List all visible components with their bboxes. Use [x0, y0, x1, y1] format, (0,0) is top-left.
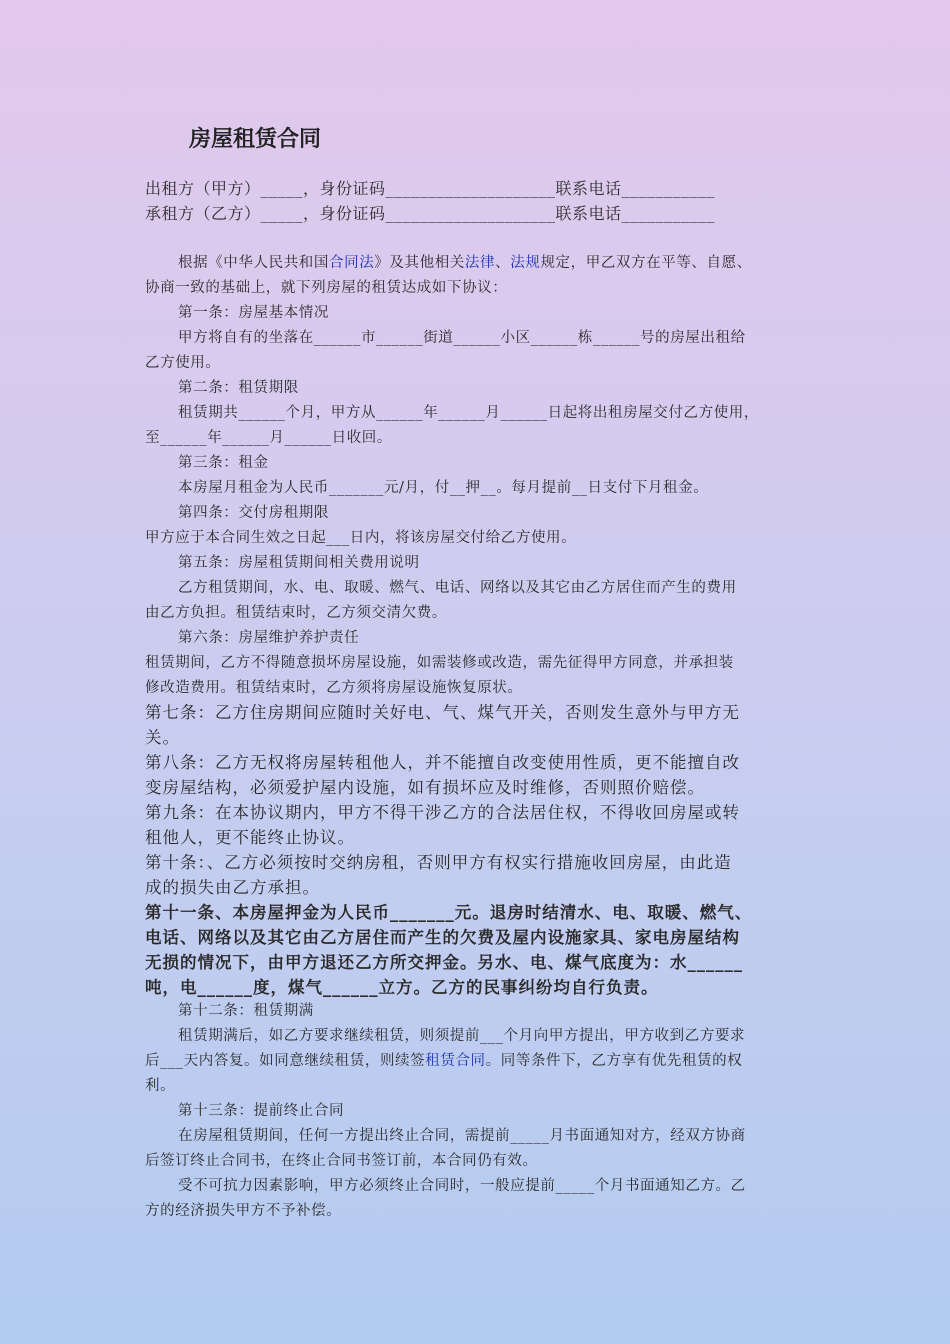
- article-text: 电话、网络以及其它由乙方居住而产生的欠费及屋内设施家具、家电房屋结构: [145, 928, 740, 947]
- article-text: 第九条：在本协议期内，甲方不得干涉乙方的合法居住权，不得收回房屋或转: [145, 803, 740, 822]
- article-heading: 第六条：房屋维护养护责任: [178, 630, 360, 646]
- article-text-part: 后___天内答复。如同意继续租赁，则续签: [145, 1053, 426, 1069]
- article-text: 第十一条、本房屋押金为人民币_______元。退房时结清水、电、取暖、燃气、: [145, 903, 753, 922]
- article-text: 租赁期满后，如乙方要求继续租赁，则须提前___个月向甲方提出，甲方收到乙方要求: [178, 1028, 746, 1044]
- article-text: 第十条：、乙方必须按时交纳房租，否则甲方有权实行措施收回房屋，由此造: [145, 853, 732, 872]
- article-text: 在房屋租赁期间，任何一方提出终止合同，需提前_____月书面通知对方，经双方协商: [178, 1128, 746, 1144]
- article-text: 甲方应于本合同生效之日起___日内，将该房屋交付给乙方使用。: [145, 530, 577, 546]
- article-text: 无损的情况下，由甲方退还乙方所交押金。另水、电、煤气底度为：水______: [145, 953, 743, 972]
- intro-line-2: 协商一致的基础上，就下列房屋的租赁达成如下协议：: [145, 280, 508, 296]
- document-title: 房屋租赁合同: [188, 127, 321, 152]
- article-text: 乙方使用。: [145, 355, 221, 371]
- article-heading: 第五条：房屋租赁期间相关费用说明: [178, 555, 420, 571]
- regulation-link[interactable]: 法规: [510, 255, 541, 271]
- article-text: 修改造费用。租赁结束时，乙方须将房屋设施恢复原状。: [145, 680, 523, 696]
- contract-law-link[interactable]: 合同法: [329, 255, 375, 271]
- article-heading: 第十二条：租赁期满: [178, 1003, 314, 1019]
- article-text: 方的经济损失甲方不予补偿。: [145, 1203, 342, 1219]
- article-text: 甲方将自有的坐落在______市______街道______小区______栋______号的房屋出租给: [178, 330, 746, 346]
- intro-text: 根据《中华人民共和国: [178, 255, 329, 271]
- article-text: 成的损失由乙方承担。: [145, 878, 320, 897]
- lease-contract-link[interactable]: 租赁合同: [425, 1053, 486, 1069]
- article-text: 关。: [145, 728, 180, 747]
- article-text: 租赁期共______个月，甲方从______年______月______日起将出租房屋交付乙方使用，: [178, 405, 759, 421]
- article-text: [145, 1049, 742, 1070]
- article-text: 乙方租赁期间，水、电、取暖、燃气、电话、网络以及其它由乙方居住而产生的费用: [178, 580, 737, 596]
- article-text: 由乙方负担。租赁结束时，乙方须交清欠费。: [145, 605, 447, 621]
- intro-text: 规定，甲乙双方在平等、自愿、: [540, 255, 752, 271]
- article-text: 本房屋月租金为人民币_______元/月，付__押__。每月提前__日支付下月租金。: [178, 480, 709, 496]
- law-link[interactable]: 法律: [464, 255, 496, 271]
- article-text: 变房屋结构，必须爱护屋内设施，如有损坏应及时维修，否则照价赔偿。: [145, 778, 705, 797]
- article-text: 受不可抗力因素影响，甲方必须终止合同时，一般应提前_____个月书面通知乙方。乙: [178, 1178, 746, 1194]
- article-text-part: 。同等条件下，乙方享有优先租赁的权: [485, 1053, 743, 1069]
- article-text: 租赁期间，乙方不得随意损坏房屋设施，如需装修或改造，需先征得甲方同意，并承担装: [145, 655, 734, 671]
- lessee-line: 承租方（乙方）_____，身份证码____________________联系电话___________: [145, 204, 716, 223]
- article-text: 至______年______月______日收回。: [145, 430, 392, 446]
- article-text: 第七条：乙方住房期间应随时关好电、气、煤气开关，否则发生意外与甲方无: [145, 703, 740, 722]
- article-text: 利。: [145, 1078, 176, 1094]
- article-text: 后签订终止合同书，在终止合同书签订前，本合同仍有效。: [145, 1153, 538, 1169]
- intro-text: 、: [495, 255, 511, 271]
- article-heading: 第十三条：提前终止合同: [178, 1103, 345, 1119]
- article-text: 租他人，更不能终止协议。: [145, 828, 355, 847]
- article-heading: 第一条：房屋基本情况: [178, 305, 329, 321]
- intro-text: 》及其他相关: [374, 255, 465, 271]
- article-heading: 第三条：租金: [178, 455, 269, 471]
- intro-line-1: [178, 251, 752, 272]
- article-text: 吨，电______度，煤气______立方。乙方的民事纠纷均自行负责。: [145, 978, 659, 997]
- article-heading: 第二条：租赁期限: [178, 380, 299, 396]
- article-text: 第八条：乙方无权将房屋转租他人，并不能擅自改变使用性质，更不能擅自改: [145, 753, 740, 772]
- article-heading: 第四条：交付房租期限: [178, 505, 329, 521]
- lessor-line: 出租方（甲方）_____，身份证码____________________联系电话___________: [145, 179, 716, 198]
